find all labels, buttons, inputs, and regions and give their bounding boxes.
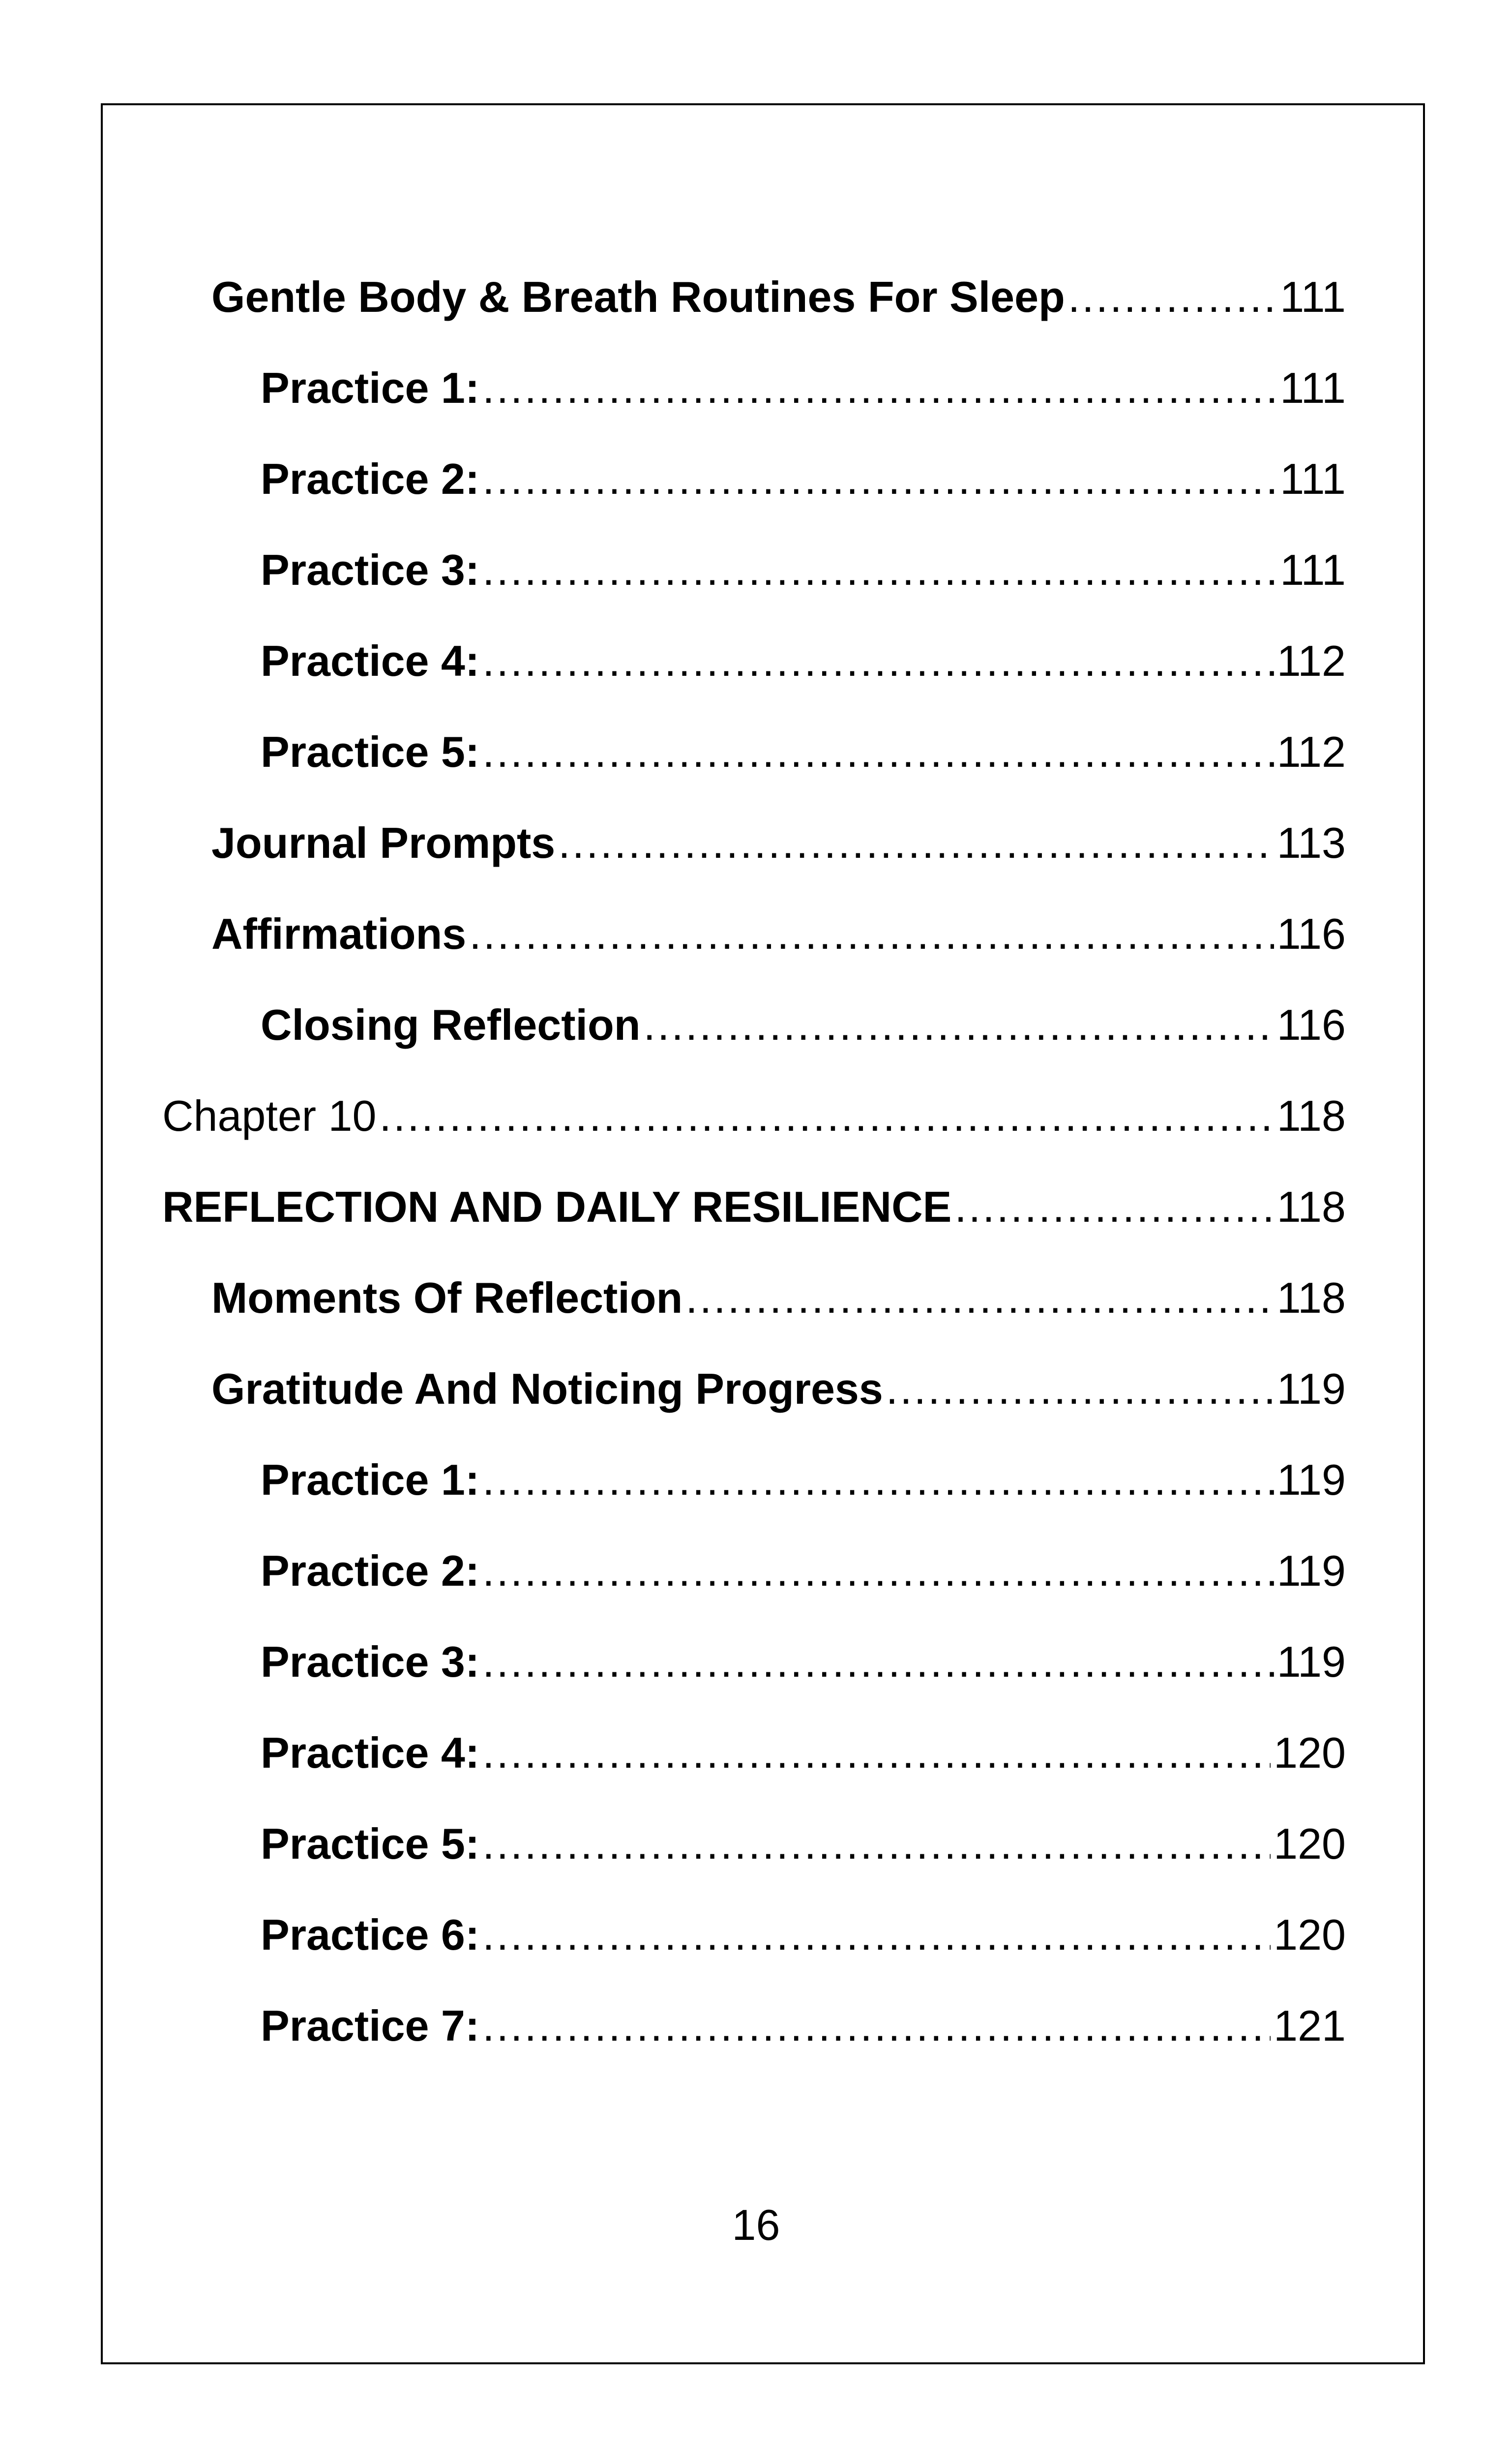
toc-dot-leader <box>644 1003 1274 1047</box>
toc-entry[interactable] <box>261 454 1346 503</box>
toc-entry-title: Practice 4: <box>261 1728 480 1777</box>
toc-dot-leader <box>685 1276 1274 1320</box>
toc-entry-page: 112 <box>1276 636 1346 685</box>
page-number: 16 <box>732 2201 780 2249</box>
toc-entry-page: 118 <box>1276 1091 1346 1140</box>
toc-entry-page: 120 <box>1274 1910 1346 1959</box>
toc-entry-title: Practice 1: <box>261 363 480 412</box>
toc-dot-leader <box>482 639 1274 683</box>
toc-entry-page: 119 <box>1276 1546 1346 1595</box>
toc-dot-leader <box>482 730 1274 774</box>
toc-entry-title: Closing Reflection <box>261 1000 641 1049</box>
toc-entry-title: Gratitude And Noticing Progress <box>211 1364 883 1413</box>
toc-entry[interactable] <box>162 1182 1346 1231</box>
toc-entry-page: 113 <box>1276 818 1346 867</box>
toc-dot-leader <box>1068 275 1277 319</box>
toc-dot-leader <box>482 1549 1274 1593</box>
toc-entry-page: 118 <box>1276 1182 1346 1231</box>
toc-entry-title: Practice 5: <box>261 727 480 776</box>
toc-entry-page: 116 <box>1276 1000 1346 1049</box>
toc-entry[interactable] <box>261 545 1346 594</box>
toc-entry-title: Journal Prompts <box>211 818 556 867</box>
toc-entry[interactable] <box>211 1273 1346 1322</box>
toc-entry-title: Chapter 10 <box>162 1091 377 1140</box>
toc-dot-leader <box>482 1913 1271 1957</box>
toc-entry-title: Practice 7: <box>261 2001 480 2050</box>
toc-entry[interactable] <box>162 1091 1346 1140</box>
toc-entry[interactable] <box>261 2001 1346 2050</box>
toc-entry-title: Practice 1: <box>261 1455 480 1504</box>
toc-entry-title: Gentle Body & Breath Routines For Sleep <box>211 272 1065 321</box>
toc-entry[interactable] <box>211 1364 1346 1413</box>
toc-entry[interactable] <box>261 1637 1346 1686</box>
toc-entry-title: Affirmations <box>211 909 467 958</box>
toc-entry[interactable] <box>261 636 1346 685</box>
toc-dot-leader <box>482 1822 1271 1866</box>
toc-entry-page: 120 <box>1274 1819 1346 1868</box>
toc-entry-title: Practice 4: <box>261 636 480 685</box>
toc-entry-page: 111 <box>1280 454 1346 503</box>
toc-entry-page: 120 <box>1274 1728 1346 1777</box>
toc-entry-page: 111 <box>1280 545 1346 594</box>
toc-dot-leader <box>558 821 1274 865</box>
toc-entry[interactable] <box>261 1910 1346 1959</box>
toc-entry[interactable] <box>261 1819 1346 1868</box>
toc-dot-leader <box>482 548 1277 592</box>
toc-entry[interactable] <box>211 272 1346 321</box>
toc-entry[interactable] <box>261 1728 1346 1777</box>
toc-entry-page: 116 <box>1276 909 1346 958</box>
toc-entry-page: 121 <box>1274 2001 1346 2050</box>
toc-entry-title: Practice 6: <box>261 1910 480 1959</box>
toc-entry-title: Practice 2: <box>261 1546 480 1595</box>
toc-entry-title: REFLECTION AND DAILY RESILIENCE <box>162 1182 952 1231</box>
toc-dot-leader <box>379 1094 1274 1138</box>
toc-entry-page: 118 <box>1276 1273 1346 1322</box>
toc-entry[interactable] <box>261 1000 1346 1049</box>
toc-dot-leader <box>482 1640 1274 1684</box>
toc-entry-page: 111 <box>1280 363 1346 412</box>
toc-dot-leader <box>482 366 1277 410</box>
toc-dot-leader <box>482 2004 1271 2048</box>
toc-dot-leader <box>482 1458 1274 1502</box>
toc-entry-page: 119 <box>1276 1455 1346 1504</box>
toc-dot-leader <box>469 912 1274 956</box>
toc-entry[interactable] <box>261 727 1346 776</box>
toc-entry[interactable] <box>261 1455 1346 1504</box>
toc-entry[interactable] <box>211 818 1346 867</box>
toc-entry-title: Moments Of Reflection <box>211 1273 683 1322</box>
toc-entry[interactable] <box>261 363 1346 412</box>
toc-dot-leader <box>482 1731 1271 1775</box>
toc-entry-title: Practice 3: <box>261 1637 480 1686</box>
toc-entry-page: 119 <box>1276 1637 1346 1686</box>
toc-dot-leader <box>954 1185 1274 1229</box>
toc-entry-title: Practice 3: <box>261 545 480 594</box>
toc-entry-page: 111 <box>1280 272 1346 321</box>
toc-dot-leader <box>482 457 1277 501</box>
toc-entry[interactable] <box>211 909 1346 958</box>
toc-entry[interactable] <box>261 1546 1346 1595</box>
toc-entry-title: Practice 5: <box>261 1819 480 1868</box>
toc-entry-page: 119 <box>1276 1364 1346 1413</box>
toc-entry-title: Practice 2: <box>261 454 480 503</box>
toc-entry-page: 112 <box>1276 727 1346 776</box>
toc-dot-leader <box>886 1367 1274 1411</box>
